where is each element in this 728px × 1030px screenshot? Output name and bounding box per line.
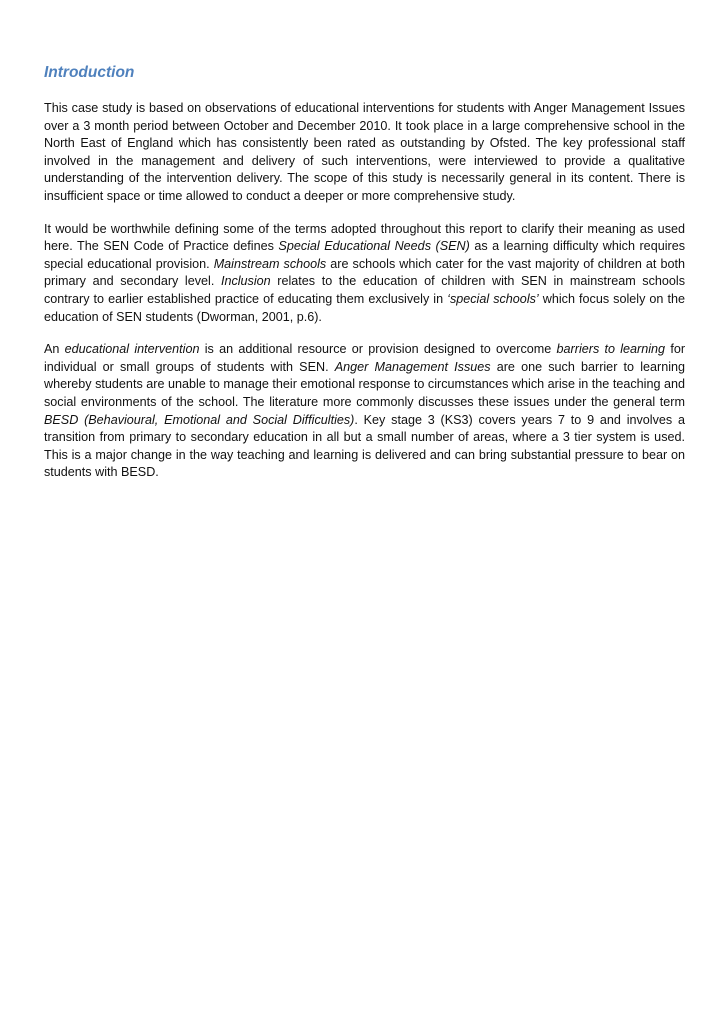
italic-term: barriers to learning — [556, 342, 666, 357]
text-run: An — [44, 342, 65, 357]
paragraph-3 — [44, 341, 685, 482]
text-run: for individual or small groups of students with SEN. — [44, 342, 686, 374]
text-run: It would be worthwhile defining some of the terms adopted throughout this report to clarify their meaning as used here. The SEN Code of Practice defines — [44, 221, 685, 254]
text-run: as a learning difficulty which requires special educational provision. — [44, 239, 685, 271]
paragraph-2 — [44, 221, 685, 327]
italic-term: ‘special schools’ — [447, 291, 539, 306]
italic-term: Inclusion — [220, 274, 271, 289]
document-body — [44, 100, 685, 482]
text-run: are one such barrier to learning whereby students are unable to manage their emotional response to circumstances which arise in the teaching and social environments of the school. The literature more commonly discusses these issues under the general term — [44, 359, 686, 409]
text-run: . Key stage 3 (KS3) covers years 7 to 9 and involves a transition from primary to secondary education in all but a small number of areas, where a 3 tier system is used. This is a major change in the way teaching and learning is delivered and can bring substantial pressure to bear on students with BESD. — [44, 412, 685, 480]
text-run: is an additional resource or provision designed to overcome — [199, 342, 557, 357]
text-run: which focus solely on the education of SEN students (Dworman, 2001, p.6). — [44, 291, 685, 324]
italic-term: BESD (Behavioural, Emotional and Social Difficulties) — [44, 412, 355, 427]
italic-term: Special Educational Needs (SEN) — [278, 239, 470, 254]
italic-term: Mainstream schools — [213, 256, 327, 271]
text-run: relates to the education of children with SEN in mainstream schools contrary to earlier established practice of educating them exclusively in — [44, 274, 685, 306]
italic-term: educational intervention — [64, 342, 200, 357]
document-page — [44, 60, 685, 497]
text-run: This case study is based on observations of educational interventions for students with Anger Management Issues over a 3 month period between October and December 2010. It took place in a large comprehensive school in the North East of England which has consistently been rated as outstanding by Ofsted. The key professional staff involved in the management and delivery of such interventions, were interviewed to provide a qualitative understanding of the intervention delivery. The scope of this study is necessarily general in its content. There is insufficient space or time allowed to conduct a deeper or more comprehensive study. — [44, 101, 685, 203]
section-heading: Introduction — [44, 64, 135, 81]
text-run: are schools which cater for the vast majority of children at both primary and secondary level. — [44, 256, 685, 289]
paragraph-1 — [44, 100, 685, 206]
italic-term: Anger Management Issues — [334, 359, 491, 374]
